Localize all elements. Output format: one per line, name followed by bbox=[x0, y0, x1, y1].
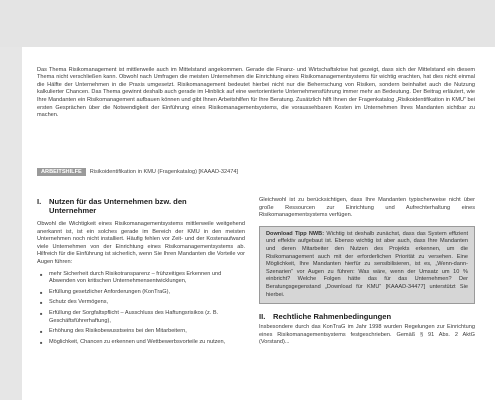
section-2-heading bbox=[259, 312, 475, 321]
left-column bbox=[37, 197, 245, 349]
list-item: ■ mehr Sicherheit durch Risikotransparenz – frühzeitiges Erkennen und Abwenden von kritischen Unternehmensentwicklungen, bbox=[37, 271, 245, 286]
list-item: ■ Schutz des Vermögens, bbox=[37, 299, 245, 307]
tip-box bbox=[259, 226, 475, 304]
intro-paragraph: Das Thema Risikomanagement ist mittlerweile auch im Mittelstand angekommen. Gerade die Finanz- und Wirtschaftskrise hat gezeigt, dass sich der Mittelstand ein diesem Thema nicht verschließen kann. Obwohl nach Umfragen die meisten Unternehmen die Einrichtung eines Risikomanagementsystems für wichtig erachten, hat dies nicht einmal die Hälfte der Unternehmen in die Praxis umgesetzt. Risikomanagement bedeutet hierbei nicht nur die Beherrschung von Risiken, sondern beinhaltet auch die Nutzung kalkulierter Chancen. Das Thema gewinnt deshalb auch gerade im Hinblick auf eine wertorientierte Unternehmensführung immer mehr an Bedeutung. Der Beitrag erläutert, wie Ihre Mandanten ein Risikomanagement aufbauen können und gibt Ihnen Arbeitshilfen für Ihre Beratung. Zusätzlich hilft Ihnen der Fragenkatalog „Risikoidentifikation in KMU“ bei ersten Gesprächen über die Notwendigkeit der Einführung eines Risikomanagementsystems, die voraussehbaren Kosten im Unternehmen Ihres Mandanten sichtbar zu machen. bbox=[37, 66, 475, 119]
section-1-paragraph: Obwohl die Wichtigkeit eines Risikomanagementsystems mittlerweile weitgehend anerkannt ist, ist ein solches gerade im Bereich der KMU in den meisten Unternehmen noch nicht installiert. Häufig fehlen vor Zeit- und der Kostenaufwand viele Unternehmen von der Einrichtung eines Risikomanagementsystems ab. Hilfreich für die Einführung ist sicherlich, wenn Sie Ihren Mandanten die Vorteile vor Augen führen: bbox=[37, 221, 245, 265]
right-column bbox=[259, 197, 475, 351]
tip-text: Wichtig ist deshalb zunächst, dass das System effizient und effektiv aufgebaut ist. Ebenso wichtig ist aber auch, dass Ihre Mandanten und deren Mitarbeiter den Nutzen des Projekts erkennen, um die Risikomanagement auch mit der erforderlichen Priorität zu versehen. Eine Möglichkeit, Ihre Mandanten hierfür zu sensibilisieren, ist es, „Wenn-dann-Szenarien“ vor Augen zu führen: Was wäre, wenn der Umsatz um 10 % einbricht? Welche Folgen hätte das für das Unternehmen? Der Beratungsgegenstand „Download für KMU“ [KAAAD-34477] unterstützt Sie hierbei. bbox=[266, 230, 468, 298]
tip-title: Download Tipp NWB: bbox=[266, 230, 325, 237]
benefits-list bbox=[37, 271, 245, 347]
header-band bbox=[0, 0, 495, 47]
arbeitshilfe-reference[interactable] bbox=[37, 168, 337, 176]
arbeitshilfe-tag: ARBEITSHILFE bbox=[37, 168, 86, 176]
arbeitshilfe-link-text[interactable]: Risikoidentifikation in KMU (Fragenkatalog) [KAAAD-32474] bbox=[89, 169, 239, 175]
section-1-title-line2: Unternehmer bbox=[49, 206, 97, 215]
section-1-number: I. bbox=[37, 197, 42, 206]
section-1-heading bbox=[37, 197, 245, 215]
section-2-paragraph: Insbesondere durch das KonTraG im Jahr 1998 wurden Regelungen zur Einrichtung eines Risikomanagementsystems festgeschrieben. Gemäß § 91 Abs. 2 AktG (Vorstand)... bbox=[259, 324, 475, 346]
list-item: ■ Erfüllung gesetzlicher Anforderungen (KonTraG), bbox=[37, 289, 245, 297]
right-intro-paragraph: Gleichwohl ist zu berücksichtigen, dass Ihre Mandanten typischerweise nicht über große Ressourcen zur Einrichtung und Aufrechterhaltung eines Risikomanagementsystems verfügen. bbox=[259, 197, 475, 219]
list-item: ■ Möglichkeit, Chancen zu erkennen und Wettbewerbsvorteile zu nutzen, bbox=[37, 339, 245, 347]
section-2-number: II. bbox=[259, 312, 266, 322]
section-1-title-line1: Nutzen für das Unternehmen bzw. den bbox=[49, 197, 187, 206]
list-item: ■ Erfüllung der Sorgfaltspflicht – Ausschluss des Haftungsrisikos (z. B. Geschäftsführerhaftung), bbox=[37, 310, 245, 325]
section-2-title: Rechtliche Rahmenbedingungen bbox=[273, 312, 392, 322]
list-item: ■ Erhöhung des Risikobewusstseins bei den Mitarbeitern, bbox=[37, 328, 245, 336]
